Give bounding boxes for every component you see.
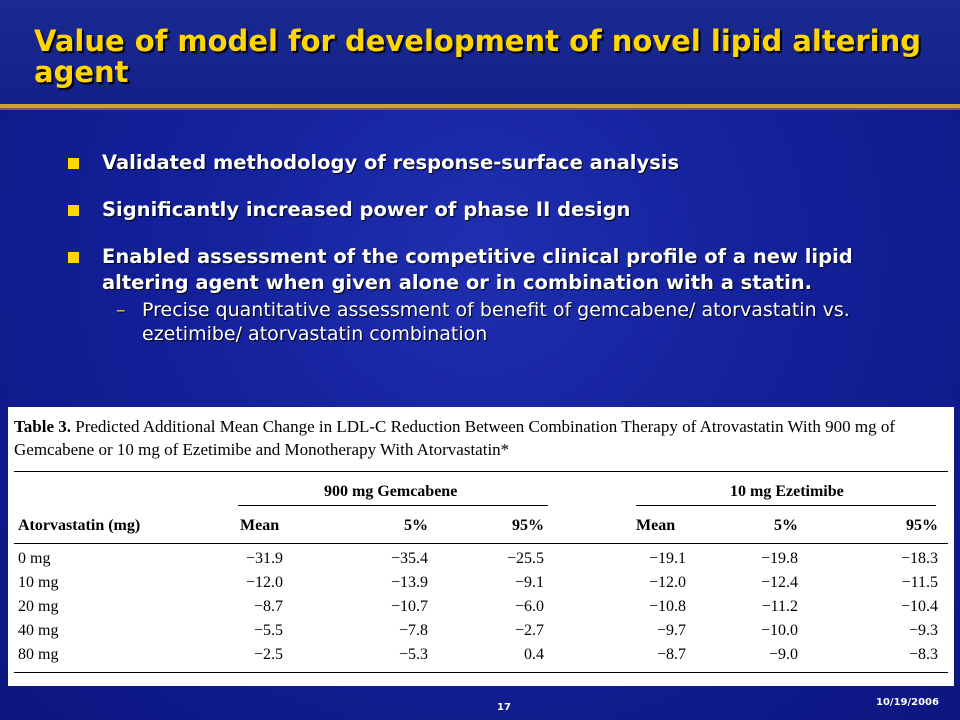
page-number: 17 <box>497 702 511 713</box>
data-table <box>8 407 954 686</box>
column-header: 95% <box>906 517 938 534</box>
bullet-item <box>68 244 928 346</box>
slide-date: 10/19/2006 <box>876 697 939 708</box>
table-cell: −11.2 <box>761 598 798 615</box>
table-cell: −8.7 <box>253 598 283 615</box>
group-header-ezetimibe: 10 mg Ezetimibe <box>730 483 844 500</box>
bullet-square-icon <box>68 158 79 169</box>
table-cell: −35.4 <box>390 550 428 567</box>
table-row-dose: 40 mg <box>18 622 59 639</box>
table-cell: −5.5 <box>253 622 283 639</box>
table-cell: −8.7 <box>656 646 686 663</box>
sub-bullet <box>116 298 928 346</box>
bottom-rule <box>14 672 948 673</box>
table-row-dose: 20 mg <box>18 598 59 615</box>
table-cell: −31.9 <box>245 550 283 567</box>
table-cell: −10.8 <box>648 598 686 615</box>
table-caption <box>14 415 944 461</box>
bullet-item <box>68 197 928 223</box>
table-cell: −12.4 <box>760 574 798 591</box>
caption-text: Predicted Additional Mean Change in LDL-C Reduction Between Combination Therapy of Atrovastatin With 900 mg of Gemcabene or 10 mg of Ezetimibe and Monotherapy With Atorvastatin* <box>14 417 896 459</box>
table-cell: −2.5 <box>253 646 283 663</box>
row-header: Atorvastatin (mg) <box>18 517 141 534</box>
table-cell: −7.8 <box>398 622 428 639</box>
table-cell: −25.5 <box>506 550 544 567</box>
group-header-gemcabene: 900 mg Gemcabene <box>324 483 458 500</box>
table-cell: −9.3 <box>908 622 938 639</box>
top-rule <box>14 471 948 472</box>
table-cell: −10.4 <box>900 598 938 615</box>
table-cell: −9.0 <box>768 646 798 663</box>
table-cell: 0.4 <box>524 646 544 663</box>
table-cell: −18.3 <box>900 550 938 567</box>
column-header: 5% <box>404 517 428 534</box>
bullet-item <box>68 150 928 176</box>
caption-label: Table 3. <box>14 417 72 436</box>
table-cell: −8.3 <box>908 646 938 663</box>
table-cell: −2.7 <box>514 622 544 639</box>
bullet-text: Significantly increased power of phase II design <box>102 198 631 221</box>
table-cell: −9.1 <box>514 574 544 591</box>
table-row-dose: 0 mg <box>18 550 51 567</box>
table-cell: −19.8 <box>760 550 798 567</box>
bullet-list <box>68 150 928 346</box>
table-row-dose: 10 mg <box>18 574 59 591</box>
table-cell: −6.0 <box>514 598 544 615</box>
table-row-dose: 80 mg <box>18 646 59 663</box>
group-rule-ezetimibe <box>636 505 936 506</box>
column-header: 5% <box>774 517 798 534</box>
column-header: 95% <box>512 517 544 534</box>
bullet-square-icon <box>68 205 79 216</box>
column-header: Mean <box>240 517 280 534</box>
table-cell: −13.9 <box>390 574 428 591</box>
table-cell: −9.7 <box>656 622 686 639</box>
table-cell: −11.5 <box>901 574 938 591</box>
table-cell: −10.7 <box>390 598 428 615</box>
bullet-text: Validated methodology of response-surface analysis <box>102 151 680 174</box>
title-bar <box>0 0 960 108</box>
bullet-square-icon <box>68 252 79 263</box>
table-cell: −12.0 <box>648 574 686 591</box>
sub-bullet-text: Precise quantitative assessment of benefit of gemcabene/ atorvastatin vs. ezetimibe/ atorvastatin combination <box>142 299 850 345</box>
table-cell: −10.0 <box>760 622 798 639</box>
slide-title: Value of model for development of novel lipid altering agent <box>34 24 922 89</box>
table-cell: −19.1 <box>648 550 686 567</box>
table-cell: −12.0 <box>245 574 283 591</box>
group-rule-gemcabene <box>238 505 548 506</box>
header-rule <box>14 543 948 544</box>
table-cell: −5.3 <box>398 646 428 663</box>
dash-icon: – <box>116 299 126 321</box>
column-header: Mean <box>636 517 676 534</box>
bullet-text: Enabled assessment of the competitive clinical profile of a new lipid altering agent when given alone or in combination with a statin. <box>102 245 853 294</box>
